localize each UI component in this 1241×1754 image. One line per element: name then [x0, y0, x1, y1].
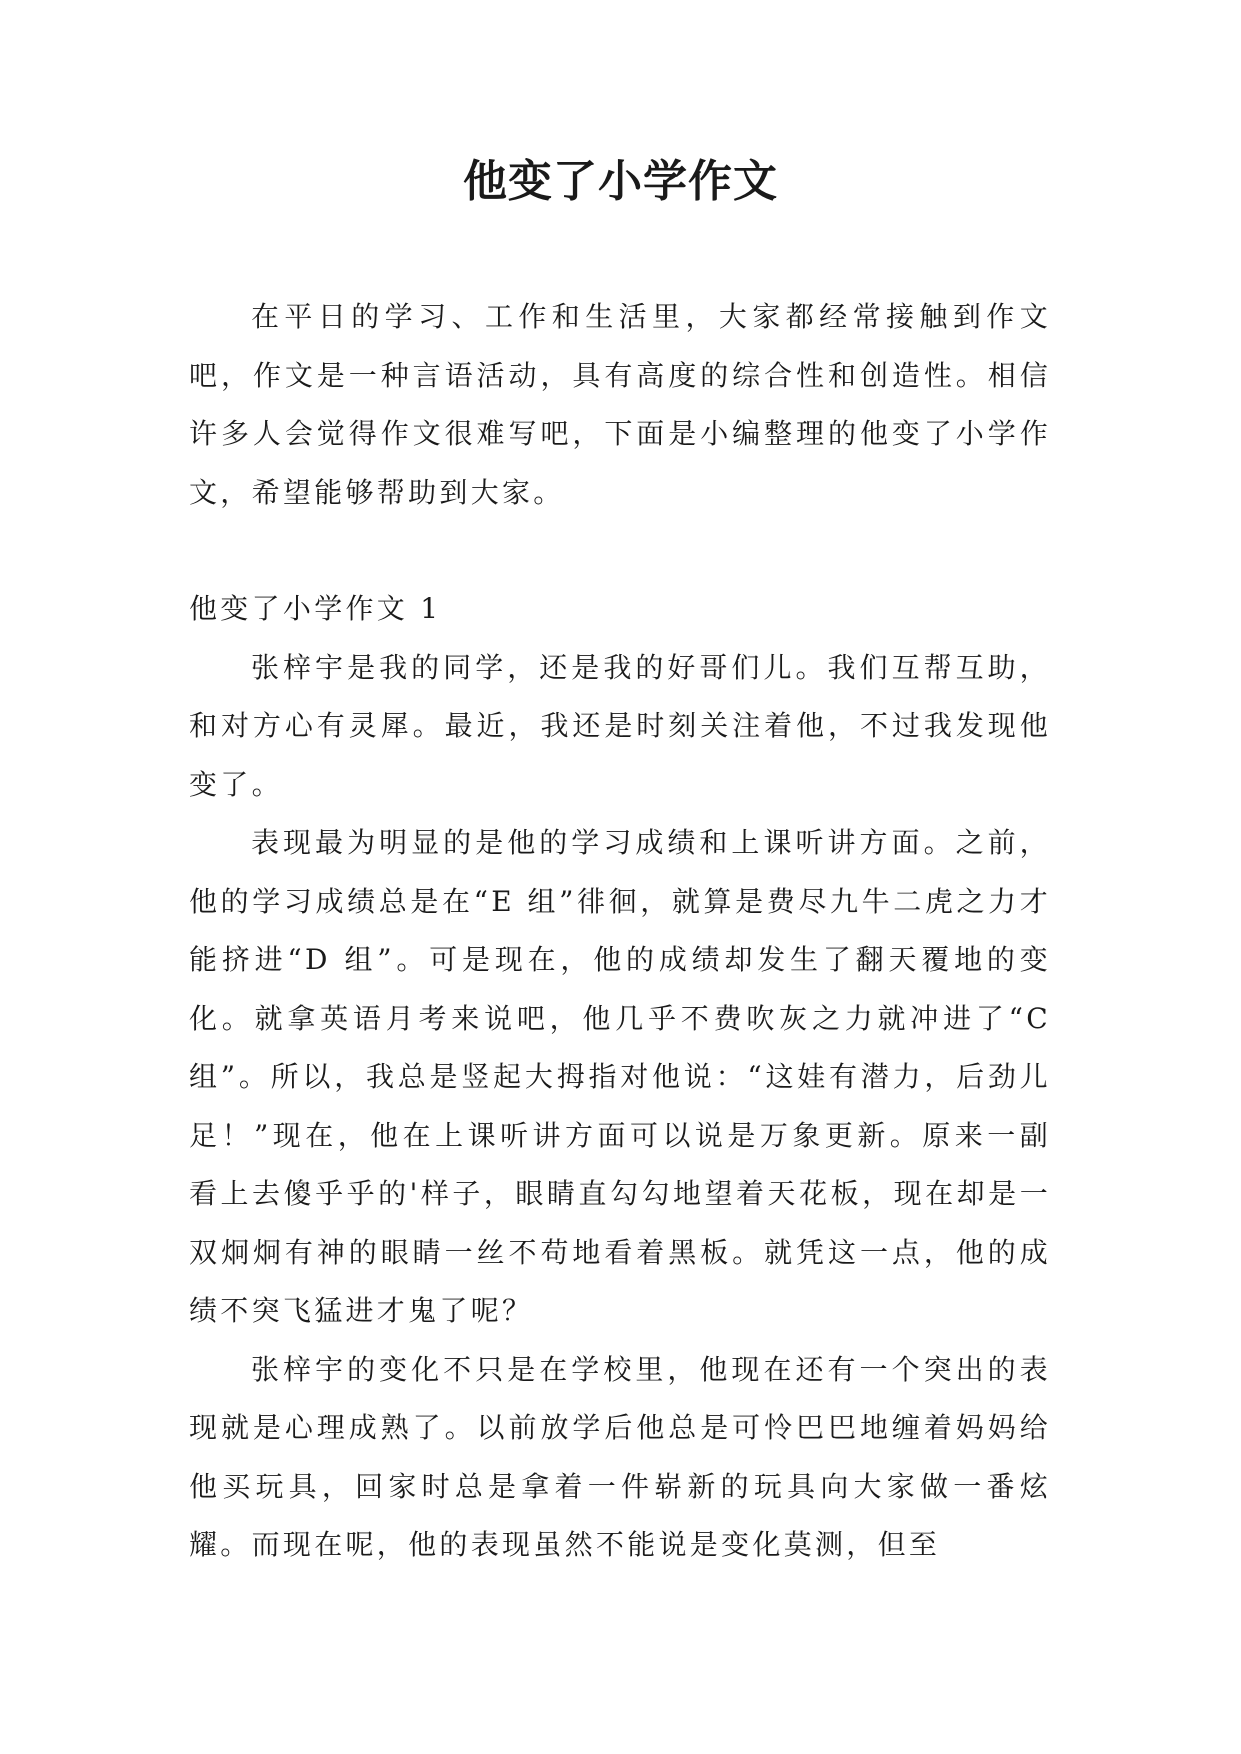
body-paragraph: 表现最为明显的是他的学习成绩和上课听讲方面。之前，他的学习成绩总是在“E 组”徘徊，就算是费尽九牛二虎之力才能挤进“D 组”。可是现在，他的成绩却发生了翻天覆地的变化。就拿英语月考来说吧，他几乎不费吹灰之力就冲进了“C 组”。所以，我总是竖起大拇指对他说：“这娃有潜力，后劲儿足！”现在，他在上课听讲方面可以说是万象更新。原来一副看上去傻乎乎的'样子，眼睛直勾勾地望着天花板，现在却是一双炯炯有神的眼睛一丝不苟地看着黑板。就凭这一点，他的成绩不突飞猛进才鬼了呢？	[189, 826, 1051, 1327]
body-paragraph: 张梓宇是我的同学，还是我的好哥们儿。我们互帮互助，和对方心有灵犀。最近，我还是时刻关注着他，不过我发现他变了。	[189, 650, 1051, 801]
document-title: 他变了小学作文	[463, 156, 778, 207]
intro-paragraph: 在平日的学习、工作和生活里，大家都经常接触到作文吧，作文是一种言语活动，具有高度的综合性和创造性。相信许多人会觉得作文很难写吧，下面是小编整理的他变了小学作文，希望能够帮助到大家。	[189, 300, 1051, 509]
document-body	[189, 288, 1051, 1575]
body-paragraph: 张梓宇的变化不只是在学校里，他现在还有一个突出的表现就是心理成熟了。以前放学后他总是可怜巴巴地缠着妈妈给他买玩具，回家时总是拿着一件崭新的玩具向大家做一番炫耀。而现在呢，他的表现虽然不能说是变化莫测，但至	[189, 1352, 1051, 1561]
section-heading: 他变了小学作文 1	[189, 592, 442, 625]
